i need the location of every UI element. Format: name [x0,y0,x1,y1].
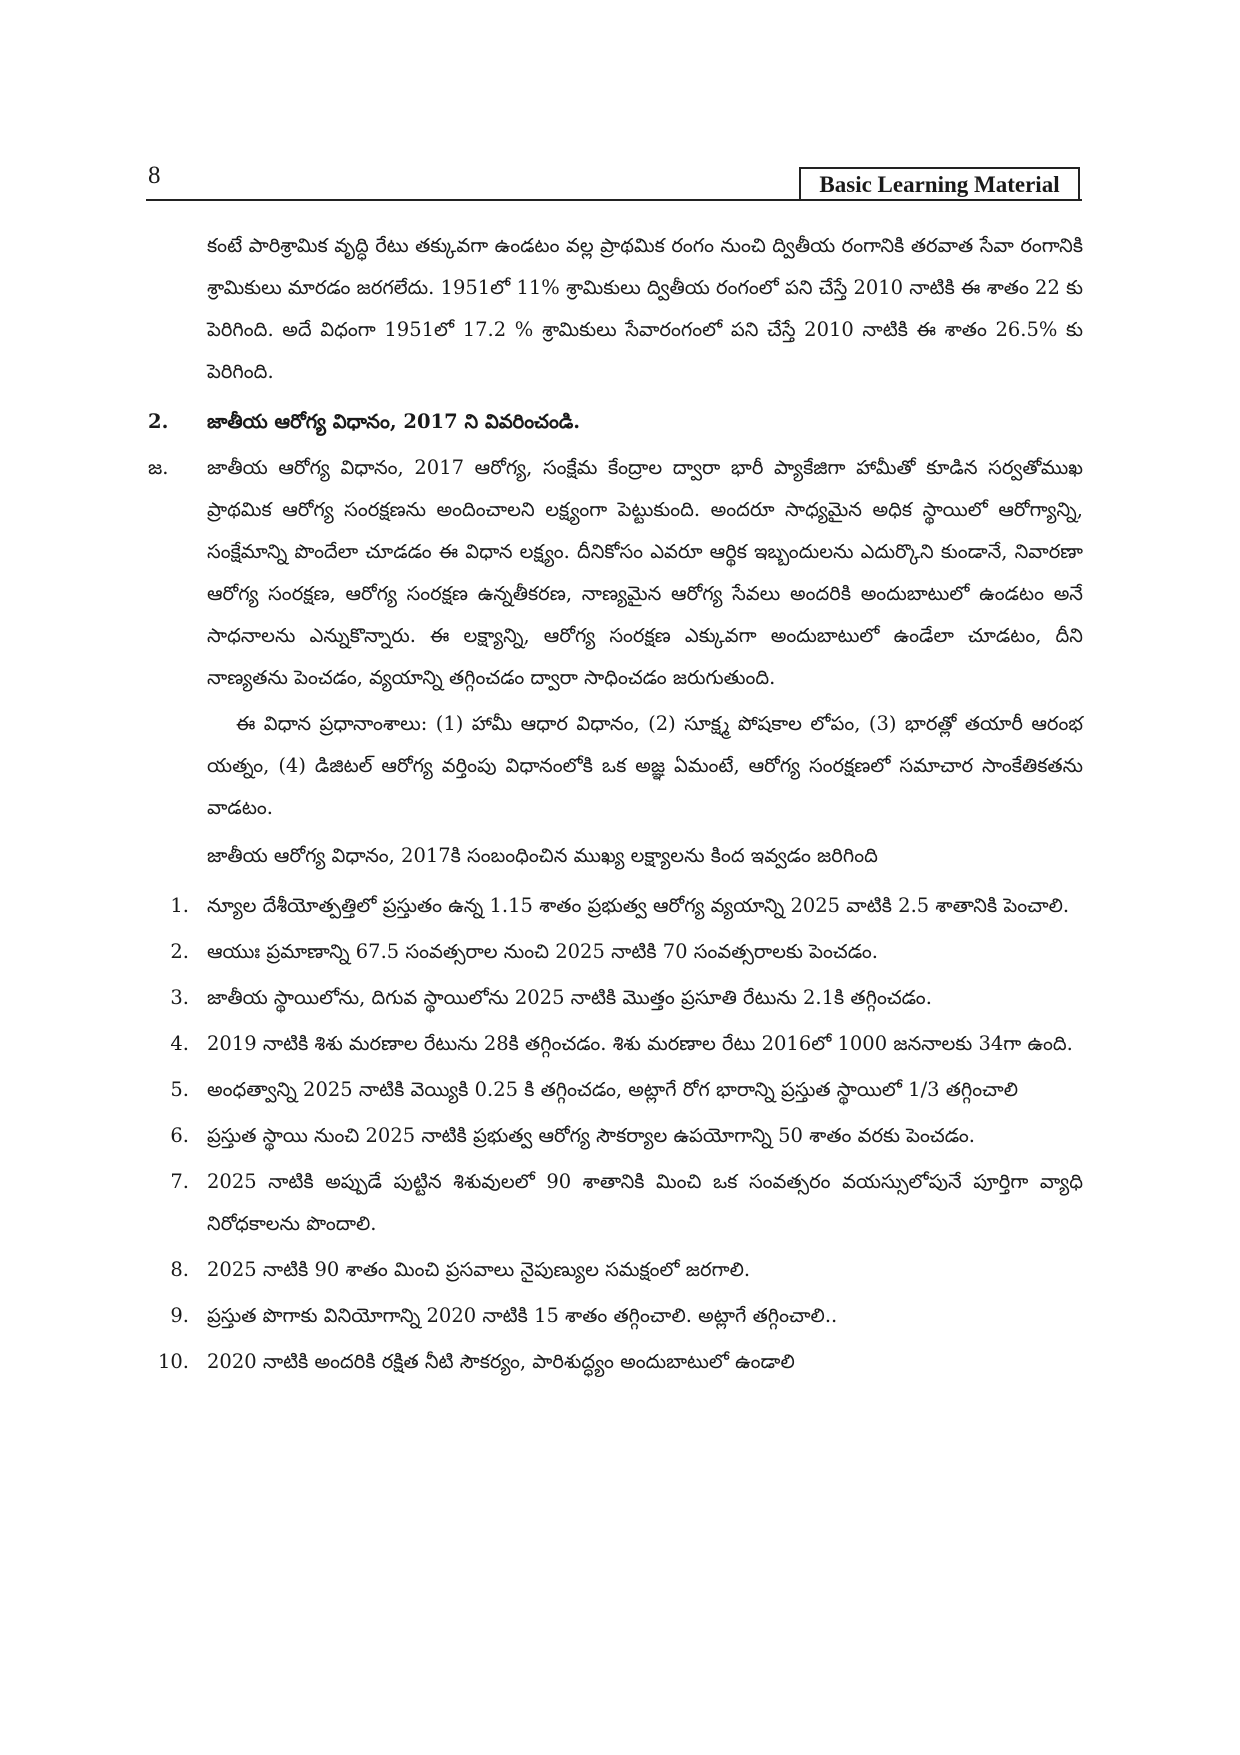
list-item-number: 5. [170,1078,189,1101]
list-item-text: ప్రస్తుత స్థాయి నుంచి 2025 నాటికి ప్రభుత్వ ఆరోగ్య సౌకర్యాల ఉపయోగాన్ని 50 శాతం వరకు పెంచడం. [207,1124,975,1147]
list-item-number: 3. [170,986,189,1009]
question-number: 2. [148,410,169,433]
answer-paragraph-1: జాతీయ ఆరోగ్య విధానం, 2017 ఆరోగ్య, సంక్షేమ కేంద్రాల ద్వారా భారీ ప్యాకేజిగా హామీతో కూడిన సర్వతోముఖ ప్రాథమిక ఆరోగ్య సంరక్షణను అందించాలని లక్ష్యంగా పెట్టుకుంది. అందరూ సాధ్యమైన అధిక స్థాయిలో ఆరోగ్యాన్ని, సంక్షేమాన్ని పొందేలా చూడడం ఈ విధాన లక్ష్యం. దీనికోసం ఎవరూ ఆర్థిక ఇబ్బందులను ఎదుర్కొని కుండానే, నివారణా ఆరోగ్య సంరక్షణ, ఆరోగ్య సంరక్షణ ఉన్నతీకరణ, నాణ్యమైన ఆరోగ్య సేవలు అందరికి అందుబాటులో ఉండటం అనే సాధనాలను ఎన్నుకొన్నారు. ఈ లక్ష్యాన్ని, ఆరోగ్య సంరక్షణ ఎక్కువగా అందుబాటులో ఉండేలా చూడటం, దీని నాణ్యతను పెంచడం, వ్యయాన్ని తగ్గించడం ద్వారా సాధించడం జరుగుతుంది. [207,456,1083,689]
running-header-title: Basic Learning Material [799,167,1080,200]
header-rule [146,199,1082,201]
list-item [148,977,1083,1019]
list-item-text: న్యూల దేశీయోత్పత్తిలో ప్రస్తుతం ఉన్న 1.15 శాతం ప్రభుత్వ ఆరోగ్య వ్యయాన్ని 2025 వాటికి 2.5 శాతానికి పెంచాలి. [207,894,1070,917]
list-item [148,1023,1083,1065]
list-item-text: ఆయుః ప్రమాణాన్ని 67.5 సంవత్సరాల నుంచి 2025 నాటికి 70 సంవత్సరాలకు పెంచడం. [207,940,878,963]
list-item-number: 8. [170,1258,189,1281]
list-item-text: జాతీయ స్థాయిలోను, దిగువ స్థాయిలోను 2025 నాటికి మొత్తం ప్రసూతి రేటును 2.1కి తగ్గించడం. [207,986,932,1009]
list-item [148,931,1083,973]
list-item-text: 2020 నాటికి అందరికి రక్షిత నీటి సౌకర్యం, పారిశుద్ధ్యం అందుబాటులో ఉండాలి [207,1350,795,1373]
list-item-text: అంధత్వాన్ని 2025 నాటికి వెయ్యికి 0.25 కి తగ్గించడం, అట్లాగే రోగ భారాన్ని ప్రస్తుత స్థాయిలో 1/3 తగ్గించాలి [207,1078,1018,1101]
list-item [148,1069,1083,1111]
list-item-number: 7. [170,1170,189,1193]
list-item-text: ప్రస్తుత పొగాకు వినియోగాన్ని 2020 నాటికి 15 శాతం తగ్గించాలి. అట్లాగే తగ్గించాలి.. [207,1304,838,1327]
list-item [148,1249,1083,1291]
list-item-number: 6. [170,1124,189,1147]
page-body [148,225,1083,1387]
list-item [148,1341,1083,1383]
question-text: జాతీయ ఆరోగ్య విధానం, 2017 ని వివరించండి. [207,410,581,433]
list-item [148,1161,1083,1245]
question [148,401,1083,443]
list-item-number: 9. [170,1304,189,1327]
answer-paragraph-3: జాతీయ ఆరోగ్య విధానం, 2017కి సంబంధించిన ముఖ్య లక్ష్యాలను కింద ఇవ్వడం జరిగింది [207,844,878,867]
list-item-number: 2. [170,940,189,963]
list-item-number: 1. [170,894,189,917]
goals-list [148,885,1083,1383]
list-item-text: 2019 నాటికి శిశు మరణాల రేటును 28కి తగ్గించడం. శిశు మరణాల రేటు 2016లో 1000 జననాలకు 34గా ఉంది. [207,1032,1073,1055]
list-item-text: 2025 నాటికి 90 శాతం మించి ప్రసవాలు నైపుణ్యుల సమక్షంలో జరగాలి. [207,1258,751,1281]
answer-paragraph-2: ఈ విధాన ప్రధానాంశాలు: (1) హామీ ఆధార విధానం, (2) సూక్ష్మ పోషకాల లోపం, (3) భారత్లో తయారీ ఆరంభ యత్నం, (4) డిజిటల్ ఆరోగ్య వర్తింపు విధానంలోకి ఒక అజ్ఞ ఏమంటే, ఆరోగ్య సంరక్షణలో సమాచార సాంకేతికతను వాడటం. [207,712,1083,819]
answer [148,447,1083,699]
list-item [148,1295,1083,1337]
list-item-text: 2025 నాటికి అప్పుడే పుట్టిన శిశువులలో 90 శాతానికి మించి ఒక సంవత్సరం వయస్సులోపునే పూర్తిగా వ్యాధి నిరోధకాలను పొందాలి. [207,1170,1083,1235]
list-item-number: 4. [170,1032,189,1055]
list-item [148,1115,1083,1157]
answer-marker: జ. [148,456,169,479]
list-item [148,885,1083,927]
intro-paragraph: కంటే పారిశ్రామిక వృద్ధి రేటు తక్కువగా ఉండటం వల్ల ప్రాథమిక రంగం నుంచి ద్వితీయ రంగానికి తరవాత సేవా రంగానికి శ్రామికులు మారడం జరగలేదు. 1951లో 11% శ్రామికులు ద్వితీయ రంగంలో పని చేస్తే 2010 నాటికి ఈ శాతం 22 కు పెరిగింది. అదే విధంగా 1951లో 17.2 % శ్రామికులు సేవారంగంలో పని చేస్తే 2010 నాటికి ఈ శాతం 26.5% కు పెరిగింది. [207,234,1083,383]
page-number: 8 [148,162,161,189]
list-item-number: 10. [157,1350,189,1373]
